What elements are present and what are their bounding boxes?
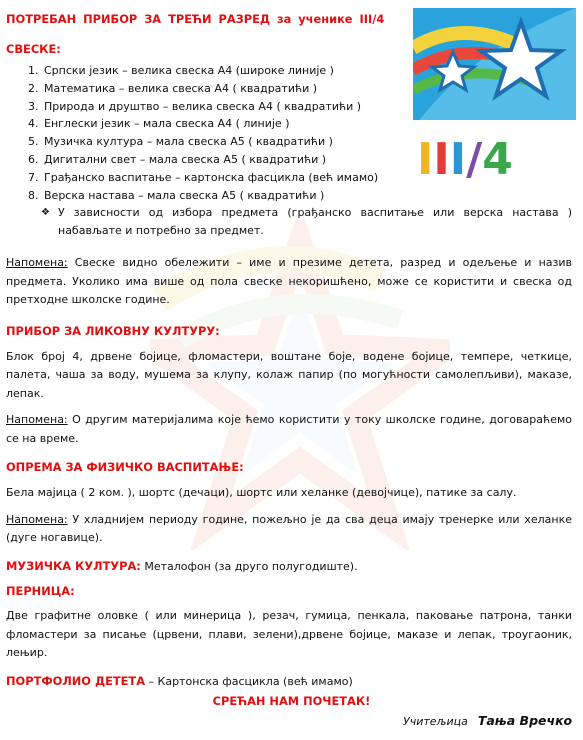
content [6, 12, 572, 691]
greeting: СРЕЋАН НАМ ПОЧЕТАК! [212, 694, 371, 708]
pernica-text: Две графитне оловке ( или минерица ), резач, гумица, пенкала, паковање патрона, танки фломастери за писање (црвени, плави, зелени),дрвене бојице, маказе и лепак, троугаоник, лењир. [6, 609, 572, 660]
note-label: Напомена: [6, 413, 68, 427]
portfolio-text: – Картонска фасцикла (већ имамо) [145, 674, 353, 688]
logo-text: III/4 [417, 134, 513, 185]
list-item: 6. Дигитални свет – мала свеска А5 ( квадратићи ) [42, 151, 422, 169]
note-label: Напомена: [6, 512, 68, 526]
muzicka-line [6, 557, 572, 577]
note-text: Свеске видно обележити – име и презиме детета, разред и одељење и назив предмета. Уколико има више од пола свеске некоришћено, може се користити и свеска од претходне школске године. [6, 256, 572, 307]
fizicko-text: Бела мајица ( 2 ком. ), шортс (дечаци), шортс или хеланке (девојчице), патике за салу. [6, 486, 517, 500]
page-title: ПОТРЕБАН ПРИБОР ЗА ТРЕЋИ РАЗРЕД за ученике III/4 [6, 12, 385, 26]
sveske-list [6, 62, 422, 204]
list-item: 8. Верска настава – мала свеска А5 ( квадратићи ) [42, 187, 422, 205]
likovna-note [6, 411, 572, 448]
portfolio-line [6, 672, 572, 692]
list-item: 7. Грађанско васпитање – картонска фасцикла (већ имамо) [42, 169, 422, 187]
muzicka-label: МУЗИЧКА КУЛТУРА: [6, 558, 141, 573]
portfolio-label: ПОРТФОЛИО ДЕТЕТА [6, 673, 146, 688]
diamond-bullet-icon: ❖ [41, 207, 50, 219]
fizicko-note [6, 511, 572, 548]
list-item: 2. Математика – велика свеска А4 ( квадратићи ) [42, 80, 422, 98]
note-text: У хладнијем периоду године, пожељно је да сва деца имају тренерке или хеланке (дуге ногавице). [6, 512, 572, 545]
list-item: 1. Српски језик – велика свеска А4 (широке линије ) [42, 62, 422, 80]
sveske-bullet [41, 204, 572, 240]
bullet-text: У зависности од избора предмета (грађанско васпитање или верска настава ) набављате и потребно за предмет. [58, 206, 572, 238]
note-text: О другим материјалима које ћемо користити у току школске године, договараћемо се на време. [6, 413, 572, 445]
signature-role: Учитељица [403, 715, 468, 728]
signature [403, 710, 572, 729]
note-label: Напомена: [6, 256, 68, 270]
list-item: 4. Енглески језик – мала свеска А4 ( линије ) [42, 115, 422, 133]
likovna-text: Блок број 4, дрвене бојице, фломастери, воштане боје, водене бојице, темпере, четкице, палета, чаша за воду, мушема за клупу, колаж папир (по могућности самолепљиви), маказе, лепак. [6, 349, 572, 400]
signature-name: Тања Вречко [477, 713, 573, 728]
sveske-heading: СВЕСКЕ: [6, 42, 61, 56]
sveske-note [6, 254, 572, 310]
pernica-heading: ПЕРНИЦА: [6, 584, 75, 599]
muzicka-text: Металофон (за друго полугодиште). [140, 559, 358, 573]
likovna-heading: ПРИБОР ЗА ЛИКОВНУ КУЛТУРУ: [6, 323, 220, 338]
list-item: 3. Природа и друштво – велика свеска А4 ( квадратићи ) [42, 98, 422, 116]
list-item: 5. Музичка култура – мала свеска А5 ( квадратићи ) [42, 133, 422, 151]
fizicko-heading: ОПРЕМА ЗА ФИЗИЧКО ВАСПИТАЊЕ: [6, 460, 244, 475]
